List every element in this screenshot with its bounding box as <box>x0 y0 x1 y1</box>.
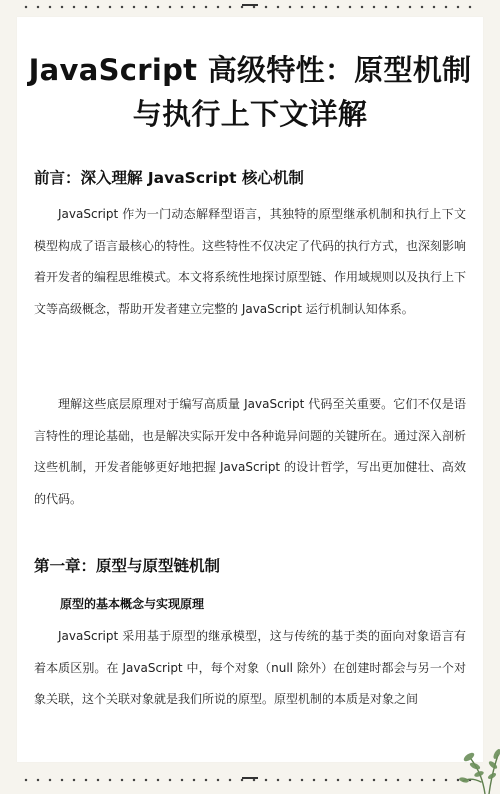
chapter1-paragraph: JavaScript 采用基于原型的继承模型，这与传统的基于类的面向对象语言有着本质区别。在 JavaScript 中，每个对象（null 除外）在创建时都会与另一个对象关联，这个关联对象就是我们所说的原型。原型机制的本质是对象之间 <box>34 629 466 706</box>
bottom-center-dash <box>242 777 258 779</box>
preface-paragraph-2: 理解这些底层原理对于编写高质量 JavaScript 代码至关重要。它们不仅是语言特性的理论基础，也是解决实际开发中各种诡异问题的关键所在。通过深入剖析这些机制，开发者能够更好地把握 JavaScript 的设计哲学，写出更加健壮、高效的代码。 <box>34 397 467 506</box>
top-center-dash <box>242 4 258 6</box>
preface-heading: 前言：深入理解 JavaScript 核心机制 <box>34 169 304 187</box>
plant-leaves <box>459 748 500 784</box>
chapter1-subheading: 原型的基本概念与实现原理 <box>60 597 205 611</box>
chapter1-heading: 第一章：原型与原型链机制 <box>34 557 221 575</box>
leaf-plant-icon <box>455 735 500 794</box>
preface-paragraph-1: JavaScript 作为一门动态解释型语言，其独特的原型继承机制和执行上下文模型构成了语言最核心的特性。这些特性不仅决定了代码的执行方式，也深刻影响着开发者的编程思维模式。本文将系统性地探讨原型链、作用域规则以及执行上下文等高级概念，帮助开发者建立完整的 JavaScript 运行机制认知体系。 <box>34 207 467 316</box>
document-title: JavaScript 高级特性：原型机制与执行上下文详解 <box>28 53 472 131</box>
